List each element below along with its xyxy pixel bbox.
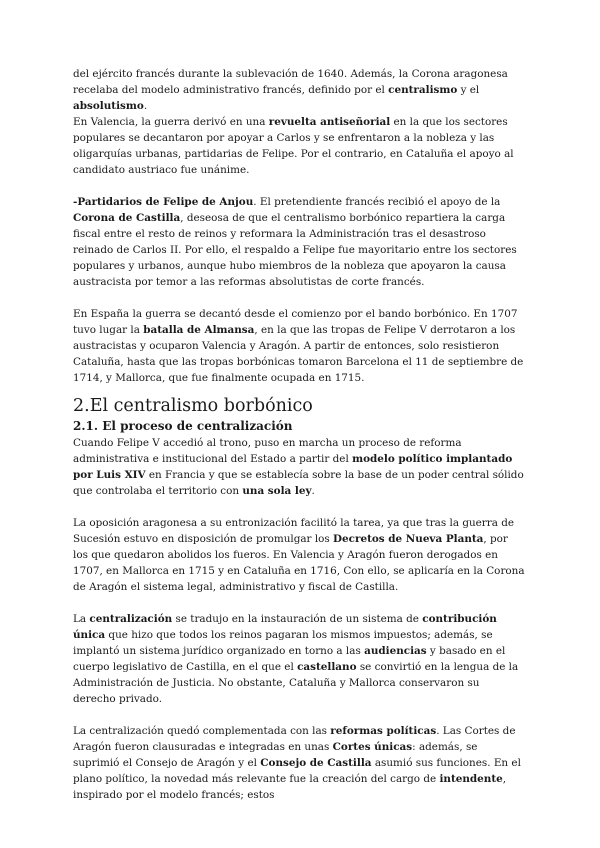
- text-run: , deseosa de que el centralismo borbónico repartiera la carga fiscal entre el resto de reinos y reformara la Administración tras el desastroso reinado de Carlos II. Por ello, el respaldo a Felipe fue mayoritario entre los sectores populares y urbanos, aunque hubo miembros de la nobleza que apoyaron la causa austracista por temor a las reformas absolutistas de corte francés.: [73, 212, 517, 288]
- text-run: La centralización quedó complementada con las: [73, 725, 331, 737]
- text-run: en la que los sectores populares se decantaron por apoyar a Carlos y se enfrentaron a la nobleza y las oligarquías urbanas, partidarias de Felipe. Por el contrario, en Cataluña el apoyo al candidato austriaco fue unánime.: [73, 116, 514, 176]
- text-run: del ejército francés durante la sublevación de 1640. Además, la Corona aragonesa recelaba del modelo administrativo francés, definido por el: [73, 68, 508, 96]
- bold-term: centralización: [89, 613, 173, 625]
- bold-term: intendente: [439, 773, 503, 785]
- text-run: asumió sus funciones. En el plano político, la novedad más relevante fue la creación del cargo de: [73, 757, 521, 785]
- text-run: se convirtió en la lengua de la Administración de Justicia. No obstante, Cataluña y Mallorca conservaron su derecho privado.: [73, 661, 519, 705]
- text-run: Cuando Felipe V accedió al trono, puso en marcha un proceso de reforma administrativa e institucional del Estado a partir del: [73, 437, 462, 465]
- bold-term: revuelta antiseñorial: [268, 116, 391, 128]
- text-run: La oposición aragonesa a su entronización facilitó la tarea, ya que tras la guerra de Sucesión estuvo en disposición de promulgar los: [73, 517, 515, 545]
- text-run: . El pretendiente francés recibió el apoyo de la: [253, 196, 501, 208]
- paragraph-2: [73, 114, 525, 178]
- text-run: En España la guerra se decantó desde el comienzo por el bando borbónico. En 1707 tuvo lugar la: [73, 308, 518, 336]
- text-run: . Las Cortes de Aragón fueron clausuradas e integradas en unas: [73, 725, 516, 753]
- paragraph-5: [73, 435, 525, 499]
- text-run: .: [311, 485, 315, 497]
- bold-term: absolutismo: [73, 100, 144, 112]
- bold-term: contribución única: [73, 613, 497, 641]
- text-run: y el: [457, 84, 480, 96]
- paragraph-1: [73, 66, 525, 114]
- paragraph-7: [73, 611, 525, 707]
- bold-term: Decretos de Nueva Planta: [333, 533, 484, 545]
- subsection-heading: 2.1. El proceso de centralización: [73, 419, 293, 433]
- text-run: , en la que las tropas de Felipe V derrotaron a los austracistas y ocuparon Valencia y Aragón. A partir de entonces, solo resistieron Cataluña, hasta que las tropas borbónicas tomaron Barcelona el 11 de septiembre de 1714, y Mallorca, que fue finalmente ocupada en 1715.: [73, 324, 524, 384]
- text-run: , por los que quedaron abolidos los fueros. En Valencia y Aragón fueron derogados en 1707, en Mallorca en 1715 y en Cataluña en 1716, Con ello, se aplicaría en la Corona de Aragón el sistema legal, administrativo y fiscal de Castilla.: [73, 533, 525, 593]
- text-run: que hizo que todos los reinos pagaran los mismos impuestos; además, se implantó un sistema jurídico organizado en torno a las: [73, 629, 493, 657]
- bold-term: Consejo de Castilla: [260, 757, 372, 769]
- paragraph-4: [73, 306, 525, 386]
- bold-term: -Partidarios de Felipe de Anjou: [73, 196, 254, 208]
- paragraph-3: [73, 194, 525, 290]
- text-run: .: [143, 100, 148, 112]
- bold-term: batalla de Almansa: [143, 324, 255, 336]
- text-run: se tradujo en la instauración de un sistema de: [172, 613, 423, 625]
- document-page: [73, 66, 525, 803]
- bold-term: una sola ley: [242, 485, 312, 497]
- section-heading: 2.El centralismo borbónico: [73, 396, 313, 416]
- text-run: , inspirado por el modelo francés; estos: [73, 773, 507, 801]
- text-run: En Valencia, la guerra derivó en una: [73, 116, 269, 128]
- paragraph-8: [73, 723, 525, 803]
- text-run: : además, se suprimió el Consejo de Aragón y el: [73, 741, 478, 769]
- text-run: en Francia y que se establecía sobre la base de un poder central sólido que controlaba el territorio con: [73, 469, 524, 497]
- bold-term: centralismo: [388, 84, 458, 96]
- bold-term: Corona de Castilla: [73, 212, 181, 224]
- bold-term: Cortes únicas: [332, 741, 413, 753]
- paragraph-6: [73, 515, 525, 595]
- bold-term: castellano: [297, 661, 357, 673]
- text-run: La: [73, 613, 90, 625]
- text-run: y basado en el cuerpo legislativo de Castilla, en el que el: [73, 645, 506, 673]
- bold-term: reformas políticas: [330, 725, 437, 737]
- bold-term: audiencias: [364, 645, 427, 657]
- bold-term: modelo político implantado por Luis XIV: [73, 453, 513, 481]
